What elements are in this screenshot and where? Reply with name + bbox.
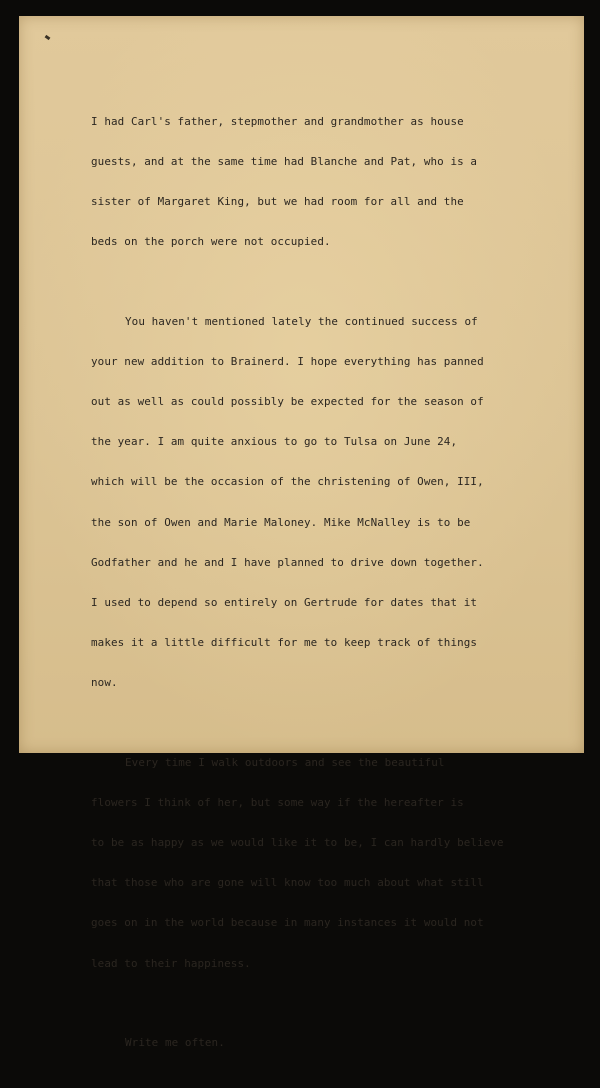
- text-line: the year. I am quite anxious to go to Tulsa on June 24,: [91, 435, 458, 449]
- text-line: to be as happy as we would like it to be, I can hardly believe: [91, 835, 504, 849]
- text-line: now.: [91, 676, 118, 690]
- paper-mark: [45, 35, 51, 40]
- text-line: You haven't mentioned lately the continued success of: [125, 314, 478, 328]
- text-line: goes on in the world because in many instances it would not: [91, 916, 484, 930]
- text-line: flowers I think of her, but some way if the hereafter is: [91, 795, 464, 809]
- text-line: Every time I walk outdoors and see the beautiful: [125, 755, 445, 769]
- letter-closing: [91, 1009, 511, 1076]
- text-line: which will be the occasion of the christening of Owen, III,: [91, 475, 484, 489]
- letter-paragraph-1: [91, 88, 511, 276]
- text-line: I used to depend so entirely on Gertrude for dates that it: [91, 596, 478, 610]
- letter-body: [91, 88, 511, 1088]
- text-line: Write me often.: [125, 1035, 225, 1049]
- text-line: the son of Owen and Marie Maloney. Mike McNalley is to be: [91, 515, 471, 529]
- text-line: makes it a little difficult for me to keep track of things: [91, 636, 478, 650]
- text-line: that those who are gone will know too much about what still: [91, 876, 484, 890]
- text-line: sister of Margaret King, but we had room for all and the: [91, 195, 464, 209]
- text-line: beds on the porch were not occupied.: [91, 235, 331, 249]
- text-line: lead to their happiness.: [91, 956, 251, 970]
- text-line: guests, and at the same time had Blanche and Pat, who is a: [91, 155, 478, 169]
- text-line: your new addition to Brainerd. I hope everything has panned: [91, 354, 484, 368]
- letter-paragraph-3: [91, 729, 511, 997]
- letter-paragraph-2: [91, 288, 511, 717]
- text-line: I had Carl's father, stepmother and grandmother as house: [91, 114, 464, 128]
- text-line: Godfather and he and I have planned to drive down together.: [91, 555, 484, 569]
- text-line: out as well as could possibly be expected for the season of: [91, 394, 484, 408]
